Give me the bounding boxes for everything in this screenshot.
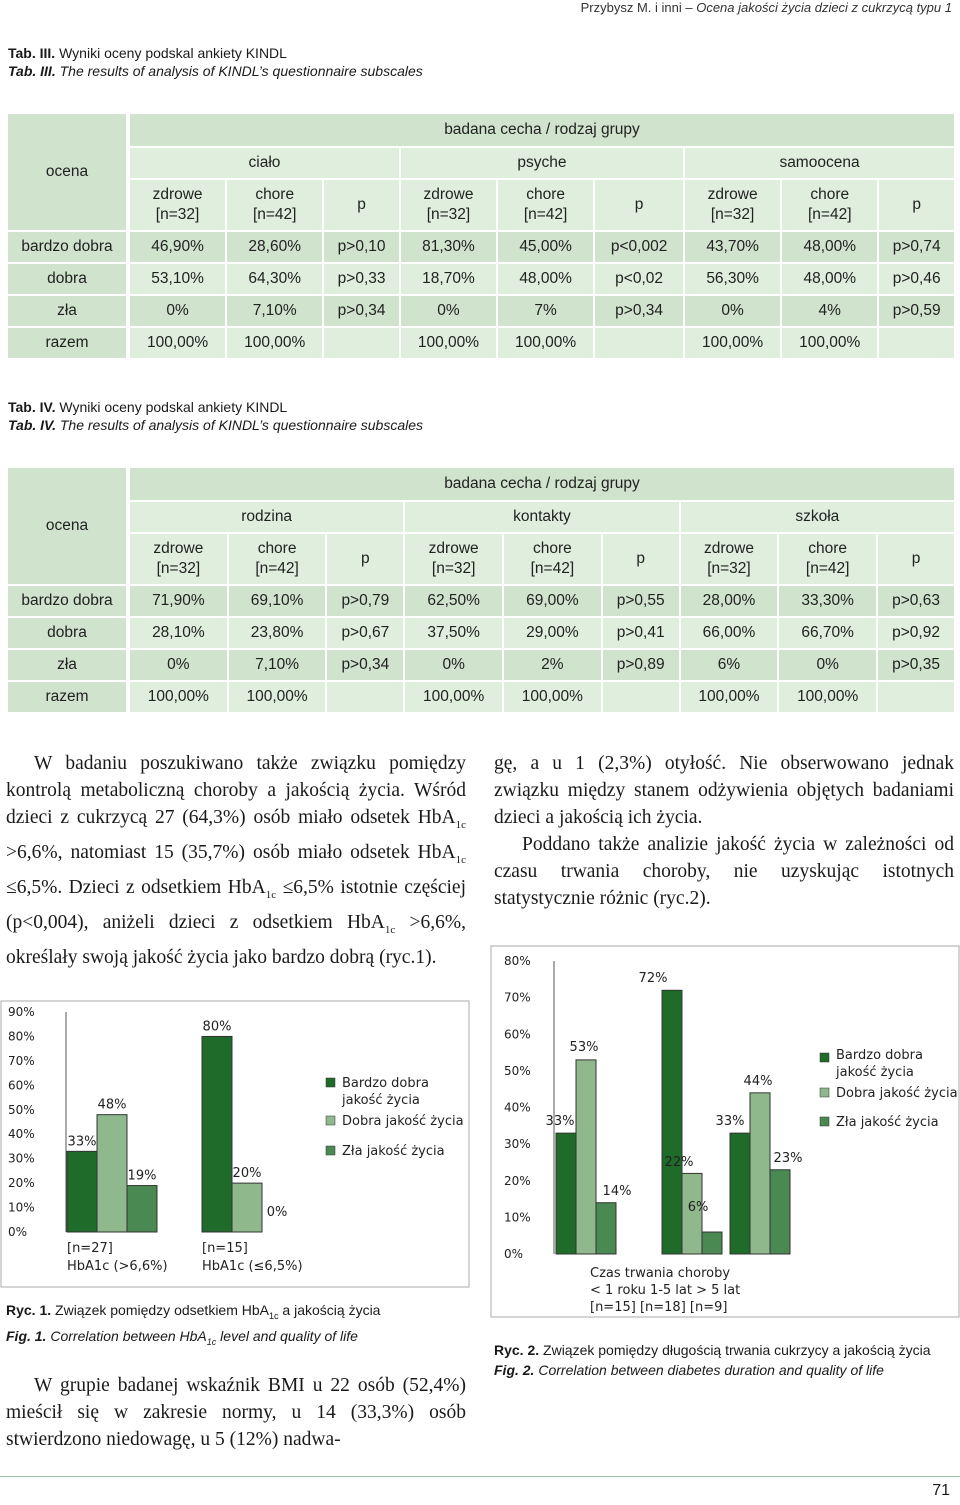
table-cell: p>0,89 bbox=[602, 649, 680, 681]
table-cell: 0% bbox=[129, 295, 226, 327]
table-row bbox=[7, 295, 955, 327]
col-p: p bbox=[602, 533, 680, 585]
row-label: zła bbox=[7, 295, 127, 327]
table3-caption bbox=[8, 44, 423, 80]
table-cell: 66,00% bbox=[680, 617, 779, 649]
row-label: bardzo dobra bbox=[7, 231, 127, 263]
table-cell: p>0,35 bbox=[877, 649, 955, 681]
table-cell: 7% bbox=[497, 295, 594, 327]
group-header: badana cecha / rodzaj grupy bbox=[129, 113, 955, 147]
table-cell: 100,00% bbox=[503, 681, 602, 713]
y-tick-label: 70% bbox=[504, 990, 531, 1005]
table-cell: p<0,02 bbox=[594, 263, 684, 295]
table-cell bbox=[326, 681, 404, 713]
table-cell: 33,30% bbox=[778, 585, 877, 617]
table-cell: p<0,002 bbox=[594, 231, 684, 263]
col-healthy: zdrowe [n=32] bbox=[129, 533, 228, 585]
data-label: 72% bbox=[638, 971, 668, 986]
y-tick-label: 20% bbox=[504, 1173, 531, 1188]
table-cell: 7,10% bbox=[228, 649, 327, 681]
table-row bbox=[7, 617, 955, 649]
row-label: dobra bbox=[7, 617, 127, 649]
col-healthy: zdrowe [n=32] bbox=[684, 179, 781, 231]
group-1: psyche bbox=[400, 147, 684, 179]
table-cell: 4% bbox=[781, 295, 878, 327]
legend-label: Bardzo dobra bbox=[342, 1076, 429, 1091]
table-cell: 100,00% bbox=[684, 327, 781, 359]
row-label: zła bbox=[7, 649, 127, 681]
bar bbox=[596, 1203, 616, 1254]
caption-label-en: Tab. III. bbox=[8, 63, 56, 79]
figure-1-caption: Ryc. 1. Związek pomiędzy odsetkiem HbA$_{1c}$ a jakością życia Fig. 1. Correlation between HbA$_{1c}$ level and quality of life bbox=[6, 1302, 381, 1347]
col-p: p bbox=[594, 179, 684, 231]
row-label: razem bbox=[7, 327, 127, 359]
figure-2-chart bbox=[490, 945, 960, 1320]
table-cell: 28,00% bbox=[680, 585, 779, 617]
col-healthy: zdrowe [n=32] bbox=[404, 533, 503, 585]
bar bbox=[97, 1115, 127, 1232]
table-cell: 28,60% bbox=[226, 231, 323, 263]
data-label: 22% bbox=[664, 1155, 694, 1170]
caption-label-en: Tab. IV. bbox=[8, 417, 56, 433]
col-p: p bbox=[878, 179, 955, 231]
paragraph-right-2: Poddano także analizie jakość życia w zależności od czasu trwania choroby, nie uzyskując istotnych statystycznie różnic (ryc.2). bbox=[494, 834, 954, 909]
table-cell: 100,00% bbox=[680, 681, 779, 713]
table-cell: p>0,41 bbox=[602, 617, 680, 649]
table-cell: 100,00% bbox=[781, 327, 878, 359]
table-cell: 53,10% bbox=[129, 263, 226, 295]
bar bbox=[127, 1186, 157, 1232]
table-cell: 29,00% bbox=[503, 617, 602, 649]
y-tick-label: 50% bbox=[8, 1102, 35, 1117]
bar bbox=[202, 1036, 232, 1232]
table4-caption bbox=[8, 398, 423, 434]
table-cell: 0% bbox=[684, 295, 781, 327]
table-cell: 37,50% bbox=[404, 617, 503, 649]
table-cell: 71,90% bbox=[129, 585, 228, 617]
table-cell: 64,30% bbox=[226, 263, 323, 295]
legend-label: Bardzo dobra bbox=[836, 1048, 923, 1063]
table-row bbox=[7, 231, 955, 263]
legend-swatch bbox=[820, 1117, 829, 1126]
x-axis-title: Czas trwania choroby bbox=[590, 1266, 731, 1281]
table-cell: p>0,63 bbox=[877, 585, 955, 617]
group-0: ciało bbox=[129, 147, 400, 179]
table-cell: 100,00% bbox=[226, 327, 323, 359]
caption-label: Tab. III. bbox=[8, 45, 56, 61]
col-ocena: ocena bbox=[7, 113, 127, 231]
data-label: 53% bbox=[569, 1040, 599, 1055]
data-label: 23% bbox=[773, 1151, 803, 1166]
data-label: 0% bbox=[266, 1205, 288, 1220]
table-cell: p>0,59 bbox=[878, 295, 955, 327]
results-table-3 bbox=[6, 112, 956, 360]
footer-rule bbox=[0, 1476, 960, 1477]
bar bbox=[770, 1170, 790, 1254]
table-cell: p>0,34 bbox=[323, 295, 400, 327]
caption-label: Tab. IV. bbox=[8, 399, 56, 415]
bar bbox=[556, 1133, 576, 1254]
bar bbox=[750, 1093, 770, 1254]
y-tick-label: 90% bbox=[8, 1005, 35, 1019]
table-cell: 6% bbox=[680, 649, 779, 681]
table-row bbox=[7, 585, 955, 617]
table-cell: p>0,34 bbox=[594, 295, 684, 327]
group-2: szkoła bbox=[680, 501, 955, 533]
row-label: dobra bbox=[7, 263, 127, 295]
chart-frame bbox=[491, 946, 959, 1317]
results-table-4 bbox=[6, 466, 956, 714]
data-label: 33% bbox=[545, 1114, 575, 1129]
bar bbox=[576, 1060, 596, 1254]
table-cell: 100,00% bbox=[400, 327, 497, 359]
legend-label: jakość życia bbox=[342, 1093, 420, 1108]
table-cell: 69,10% bbox=[228, 585, 327, 617]
table-cell: p>0,10 bbox=[323, 231, 400, 263]
table-cell bbox=[878, 327, 955, 359]
data-label: 33% bbox=[67, 1134, 97, 1150]
row-label: bardzo dobra bbox=[7, 585, 127, 617]
bar bbox=[67, 1151, 97, 1232]
table-cell: 48,00% bbox=[781, 263, 878, 295]
table-cell: 100,00% bbox=[228, 681, 327, 713]
data-label: 33% bbox=[715, 1114, 745, 1129]
y-tick-label: 80% bbox=[504, 954, 531, 968]
group-0: rodzina bbox=[129, 501, 404, 533]
data-label: 44% bbox=[743, 1074, 773, 1089]
table-row bbox=[7, 263, 955, 295]
figure-1-chart bbox=[0, 1000, 470, 1290]
table-cell: 66,70% bbox=[778, 617, 877, 649]
table-cell: p>0,55 bbox=[602, 585, 680, 617]
table-cell: 2% bbox=[503, 649, 602, 681]
col-sick: chore [n=42] bbox=[503, 533, 602, 585]
table-cell: 100,00% bbox=[778, 681, 877, 713]
table-cell: 100,00% bbox=[497, 327, 594, 359]
col-healthy: zdrowe [n=32] bbox=[400, 179, 497, 231]
caption-text: Wyniki oceny podskal ankiety KINDL bbox=[55, 45, 287, 61]
paragraph-right-1: gę, a u 1 (2,3%) otyłość. Nie obserwowano jednak związku między stanem odżywienia objętych badaniami dzieci a jakością ich życia. bbox=[494, 753, 954, 828]
col-sick: chore [n=42] bbox=[226, 179, 323, 231]
col-healthy: zdrowe [n=32] bbox=[129, 179, 226, 231]
table-cell: 43,70% bbox=[684, 231, 781, 263]
x-category-labels: < 1 roku 1-5 lat > 5 lat bbox=[590, 1283, 741, 1298]
table-cell: 100,00% bbox=[129, 681, 228, 713]
y-tick-label: 0% bbox=[504, 1247, 524, 1261]
y-tick-label: 10% bbox=[504, 1210, 531, 1225]
table-cell: p>0,67 bbox=[326, 617, 404, 649]
caption-text-en: The results of analysis of KINDL’s questionnaire subscales bbox=[55, 63, 423, 79]
paragraph-left-2: W grupie badanej wskaźnik BMI u 22 osób (52,4%) mieścił się w zakresie normy, u 14 (33,3%) osób stwierdzono niedowagę, u 5 (12%) nadwa- bbox=[6, 1375, 466, 1450]
group-2: samoocena bbox=[684, 147, 955, 179]
y-tick-label: 30% bbox=[8, 1151, 35, 1166]
legend-swatch bbox=[326, 1116, 335, 1125]
legend-swatch bbox=[326, 1146, 335, 1155]
y-tick-label: 10% bbox=[8, 1200, 35, 1215]
legend-label: Zła jakość życia bbox=[836, 1115, 939, 1130]
legend-swatch bbox=[326, 1078, 335, 1087]
table-cell: 28,10% bbox=[129, 617, 228, 649]
group-header: badana cecha / rodzaj grupy bbox=[129, 467, 955, 501]
y-tick-label: 40% bbox=[8, 1127, 35, 1142]
table-cell: 48,00% bbox=[497, 263, 594, 295]
table-cell: 23,80% bbox=[228, 617, 327, 649]
legend-swatch bbox=[820, 1088, 829, 1097]
table-cell: 46,90% bbox=[129, 231, 226, 263]
col-sick: chore [n=42] bbox=[781, 179, 878, 231]
paragraph-right bbox=[494, 750, 954, 912]
table-cell: 0% bbox=[400, 295, 497, 327]
table-cell bbox=[323, 327, 400, 359]
x-category-label: HbA1c (>6,6%) bbox=[67, 1259, 168, 1274]
data-label: 6% bbox=[687, 1200, 709, 1215]
table-cell: 62,50% bbox=[404, 585, 503, 617]
y-tick-label: 0% bbox=[8, 1225, 28, 1239]
data-label: 48% bbox=[97, 1097, 127, 1113]
table-cell: p>0,92 bbox=[877, 617, 955, 649]
table-cell: p>0,79 bbox=[326, 585, 404, 617]
table-cell: 100,00% bbox=[404, 681, 503, 713]
col-sick: chore [n=42] bbox=[228, 533, 327, 585]
table-cell: 0% bbox=[404, 649, 503, 681]
data-label: 14% bbox=[602, 1184, 632, 1199]
col-healthy: zdrowe [n=32] bbox=[680, 533, 779, 585]
group-1: kontakty bbox=[404, 501, 679, 533]
table-cell: p>0,46 bbox=[878, 263, 955, 295]
table-cell: 81,30% bbox=[400, 231, 497, 263]
row-label: razem bbox=[7, 681, 127, 713]
figure-2-caption: Ryc. 2. Związek pomiędzy długością trwania cukrzycy a jakością życia Fig. 2. Correlation between diabetes duration and quality of life bbox=[494, 1342, 931, 1378]
caption-text-en: The results of analysis of KINDL’s questionnaire subscales bbox=[55, 417, 424, 433]
table-row bbox=[7, 649, 955, 681]
y-tick-label: 70% bbox=[8, 1053, 35, 1068]
paragraph-left-1: W badaniu poszukiwano także związku pomiędzy kontrolą metaboliczną choroby a jakością życia. Wśród dzieci z cukrzycą 27 (64,3%) osób miało odsetek HbA$_{1c}$ >6,6%, natomiast 15 (35,7%) osób miało odsetek HbA$_{1c}$ ≤6,5%. Dzieci z odsetkiem HbA$_{1c}$ ≤6,5% istotnie częściej (p<0,004), aniżeli dzieci z odsetkiem HbA$_{1c}$ >6,6%, określały swoją jakość życia jako bardzo dobrą (ryc.1). bbox=[6, 753, 466, 968]
y-tick-label: 20% bbox=[8, 1176, 35, 1191]
col-sick: chore [n=42] bbox=[778, 533, 877, 585]
table-cell: 0% bbox=[129, 649, 228, 681]
x-category-n: [n=27] bbox=[67, 1241, 113, 1256]
data-label: 80% bbox=[202, 1019, 232, 1035]
col-p: p bbox=[326, 533, 404, 585]
table-cell: 100,00% bbox=[129, 327, 226, 359]
table-cell bbox=[602, 681, 680, 713]
col-p: p bbox=[877, 533, 955, 585]
table-cell: p>0,74 bbox=[878, 231, 955, 263]
legend-label: jakość życia bbox=[836, 1065, 914, 1080]
table-cell: 69,00% bbox=[503, 585, 602, 617]
legend-label: Dobra jakość życia bbox=[836, 1086, 958, 1101]
data-label: 19% bbox=[127, 1168, 157, 1184]
caption-text: Wyniki oceny podskal ankiety KINDL bbox=[55, 399, 288, 415]
table-row bbox=[7, 327, 955, 359]
y-tick-label: 60% bbox=[8, 1078, 35, 1093]
data-label: 20% bbox=[232, 1166, 262, 1182]
legend-swatch bbox=[820, 1053, 829, 1062]
bar bbox=[232, 1183, 262, 1232]
table-cell: 48,00% bbox=[781, 231, 878, 263]
table-cell: 18,70% bbox=[400, 263, 497, 295]
header-authors: Przybysz M. i inni – bbox=[580, 0, 697, 15]
x-category-label: HbA1c (≤6,5%) bbox=[202, 1259, 303, 1274]
x-category-n: [n=15] [n=18] [n=9] bbox=[590, 1300, 728, 1315]
table-cell: 56,30% bbox=[684, 263, 781, 295]
table-cell: 7,10% bbox=[226, 295, 323, 327]
bar bbox=[702, 1232, 722, 1254]
col-sick: chore [n=42] bbox=[497, 179, 594, 231]
legend-label: Dobra jakość życia bbox=[342, 1114, 464, 1129]
bar bbox=[662, 990, 682, 1254]
header-title: Ocena jakości życia dzieci z cukrzycą typu 1 bbox=[696, 0, 952, 15]
table-row bbox=[7, 681, 955, 713]
table-cell: 45,00% bbox=[497, 231, 594, 263]
table-cell bbox=[877, 681, 955, 713]
col-p: p bbox=[323, 179, 400, 231]
y-tick-label: 30% bbox=[504, 1137, 531, 1152]
running-header bbox=[581, 0, 952, 15]
y-tick-label: 60% bbox=[504, 1027, 531, 1042]
table-cell: p>0,33 bbox=[323, 263, 400, 295]
table-cell: p>0,34 bbox=[326, 649, 404, 681]
y-tick-label: 80% bbox=[8, 1029, 35, 1044]
y-tick-label: 50% bbox=[504, 1063, 531, 1078]
bar bbox=[730, 1133, 750, 1254]
legend-label: Zła jakość życia bbox=[342, 1144, 445, 1159]
page-number: 71 bbox=[932, 1482, 950, 1499]
table-cell bbox=[594, 327, 684, 359]
y-tick-label: 40% bbox=[504, 1100, 531, 1115]
table-cell: 0% bbox=[778, 649, 877, 681]
x-category-n: [n=15] bbox=[202, 1241, 248, 1256]
col-ocena: ocena bbox=[7, 467, 127, 585]
